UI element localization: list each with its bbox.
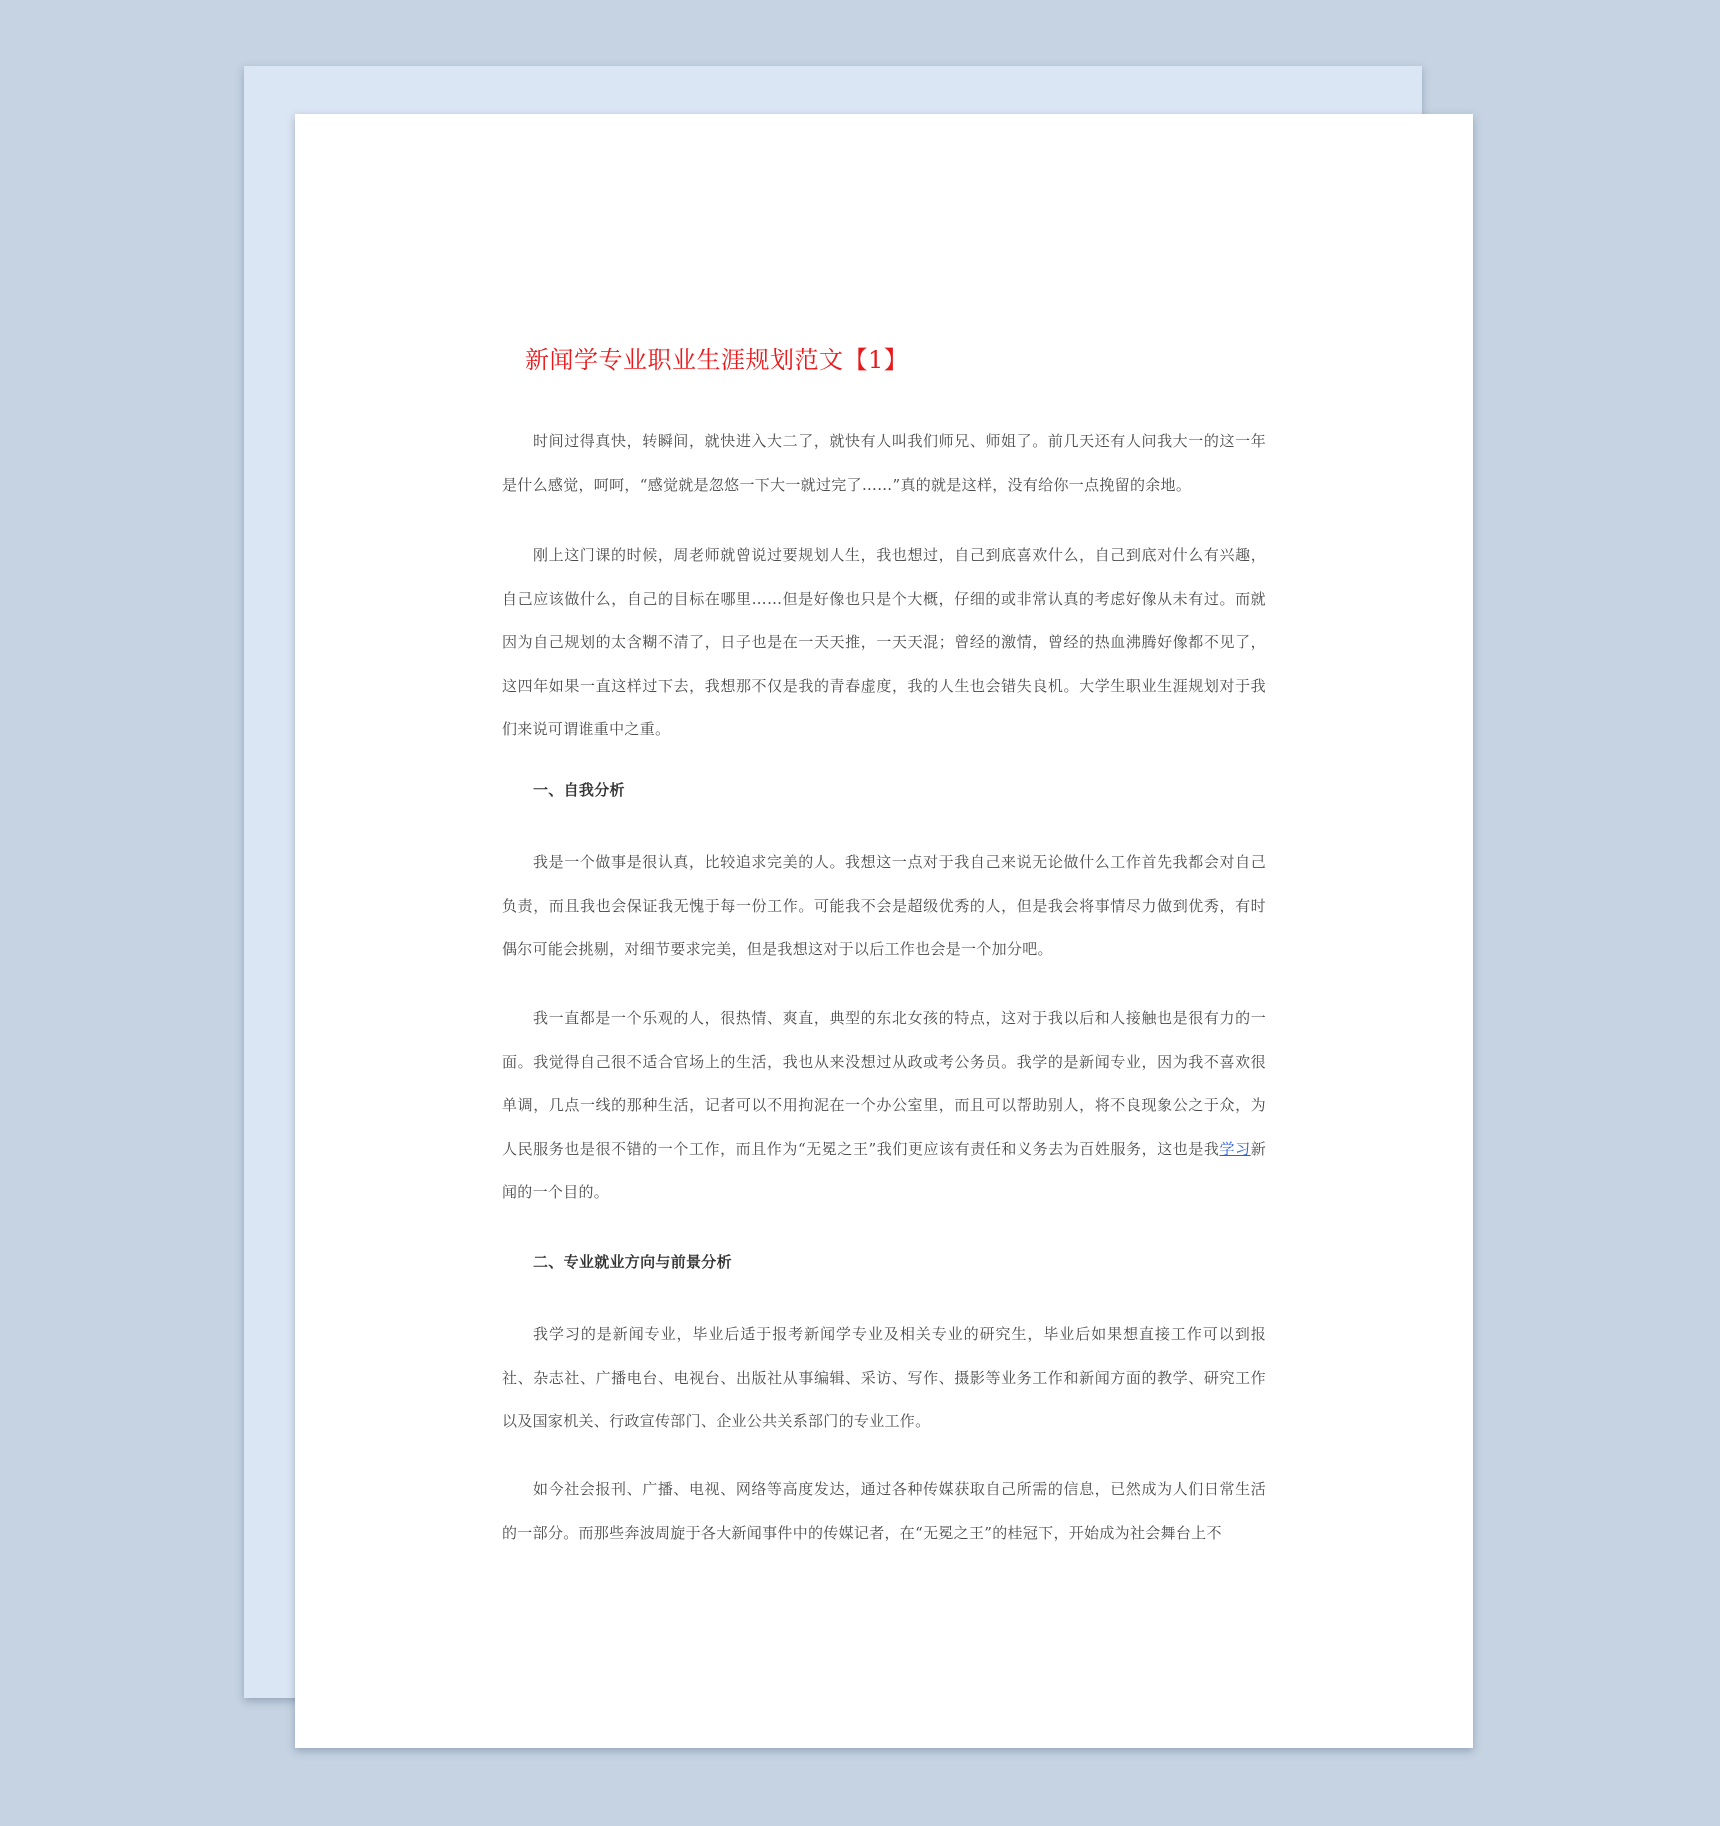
section-heading-self-analysis: 一、自我分析 (533, 781, 625, 799)
section-heading-career-outlook: 二、专业就业方向与前景分析 (533, 1253, 732, 1271)
paragraph-text: 我一直都是一个乐观的人，很热情、爽直，典型的东北女孩的特点，这对于我以后和人接触也是很有力的一面。我觉得自己很不适合官场上的生活，我也从来没想过从政或考公务员。我学的是新闻专业，因为我不喜欢很单调，几点一线的那种生活，记者可以不用拘泥在一个办公室里，而且可以帮助别人，将不良现象公之于众，为人民服务也是很不错的一个工作，而且作为“无冕之王”我们更应该有责任和义务去为百姓服务，这也是我 (502, 1009, 1266, 1158)
paragraph-media: 如今社会报刊、广播、电视、网络等高度发达，通过各种传媒获取自己所需的信息，已然成为人们日常生活的一部分。而那些奔波周旋于各大新闻事件中的传媒记者，在“无冕之王”的桂冠下，开始成为社会舞台上不 (502, 1480, 1266, 1542)
paragraph-text: 新闻的一个目的。 (502, 1139, 1266, 1201)
paragraph-optimism (502, 997, 1266, 1215)
study-link[interactable]: 学习 (1219, 1139, 1251, 1158)
document-page (295, 114, 1473, 1748)
paragraph-course: 刚上这门课的时候，周老师就曾说过要规划人生，我也想过，自己到底喜欢什么，自己到底对什么有兴趣，自己应该做什么，自己的目标在哪里……但是好像也只是个大概，仔细的或非常认真的考虑好像从未有过。而就因为自己规划的太含糊不清了，日子也是在一天天推，一天天混；曾经的激情，曾经的热血沸腾好像都不见了，这四年如果一直这样过下去，我想那不仅是我的青春虚度，我的人生也会错失良机。大学生职业生涯规划对于我们来说可谓谁重中之重。 (502, 546, 1266, 738)
document-title: 新闻学专业职业生涯规划范文【1】 (525, 346, 909, 374)
paragraph-intro: 时间过得真快，转瞬间，就快进入大二了，就快有人叫我们师兄、师姐了。前几天还有人问我大一的这一年是什么感觉，呵呵，“感觉就是忽悠一下大一就过完了……”真的就是这样，没有给你一点挽留的余地。 (502, 432, 1266, 494)
paragraph-major: 我学习的是新闻专业，毕业后适于报考新闻学专业及相关专业的研究生，毕业后如果想直接工作可以到报社、杂志社、广播电台、电视台、出版社从事编辑、采访、写作、摄影等业务工作和新闻方面的教学、研究工作以及国家机关、行政宣传部门、企业公共关系部门的专业工作。 (502, 1325, 1266, 1430)
paragraph-personality: 我是一个做事是很认真，比较追求完美的人。我想这一点对于我自己来说无论做什么工作首先我都会对自己负责，而且我也会保证我无愧于每一份工作。可能我不会是超级优秀的人，但是我会将事情尽力做到优秀，有时偶尔可能会挑剔，对细节要求完美，但是我想这对于以后工作也会是一个加分吧。 (502, 853, 1266, 958)
